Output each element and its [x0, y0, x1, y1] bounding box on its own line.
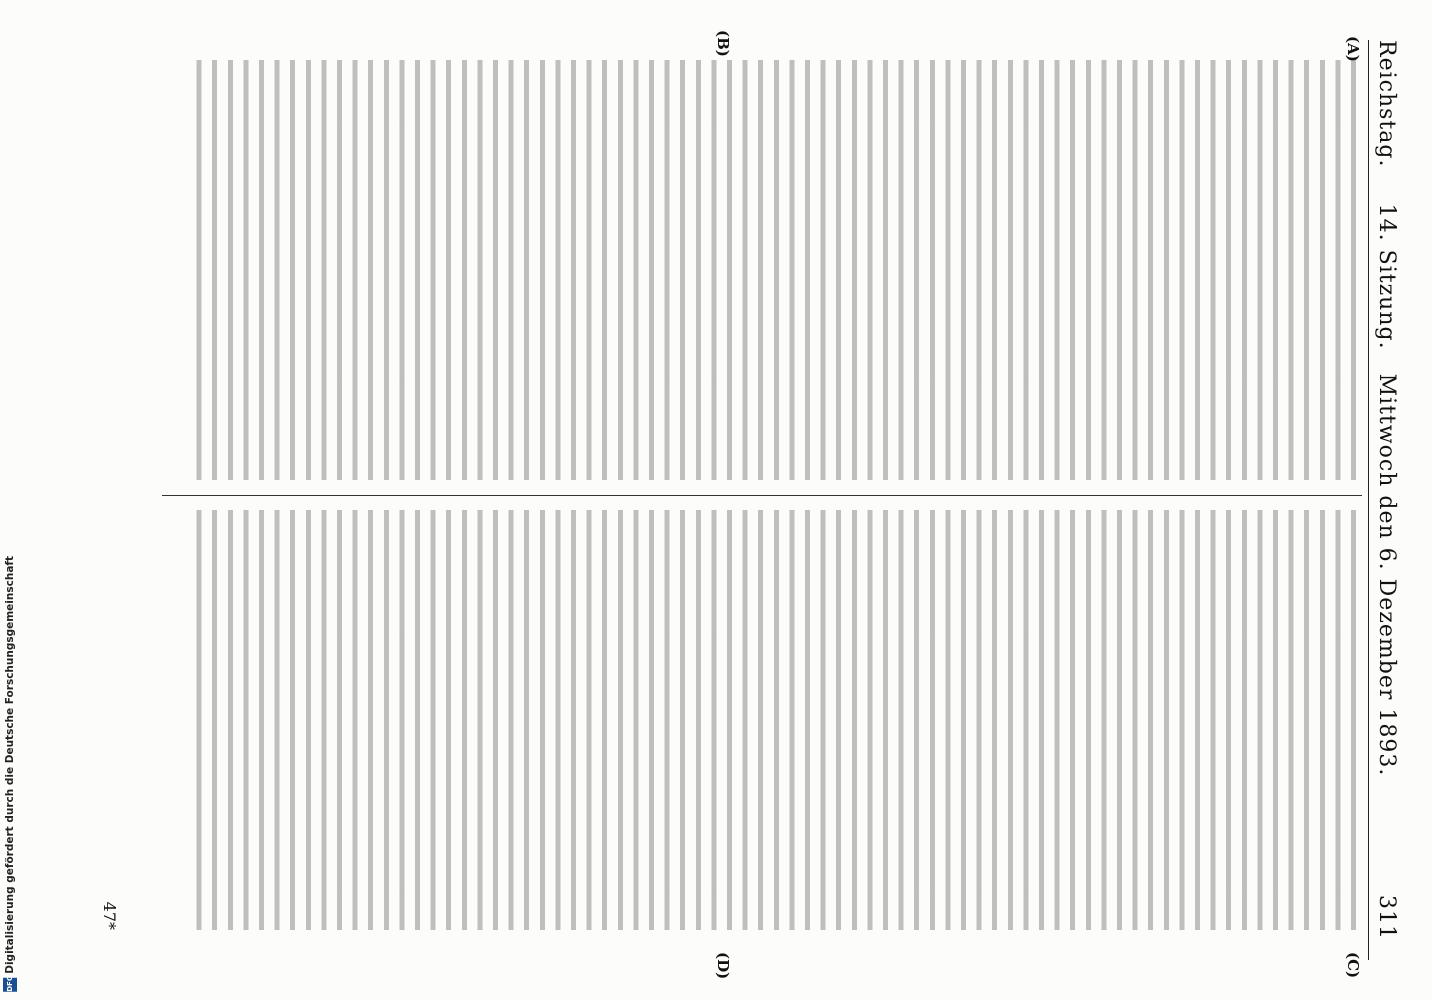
margin-letter-b: (B): [714, 30, 732, 57]
page-signature: 47*: [100, 901, 119, 930]
dfg-logo-icon: DFG: [3, 978, 17, 992]
running-head-date: Mittwoch den 6. Dezember 1893.: [1374, 373, 1399, 777]
header-rule: [1368, 40, 1369, 960]
running-head-session: 14. Sitzung. Mittwoch den 6. Dezember 1893.: [1374, 203, 1399, 777]
right-column-text: [186, 510, 1356, 930]
right-column: [186, 510, 1356, 930]
running-head-chamber: Reichstag.: [1374, 40, 1399, 168]
margin-letter-d: (D): [714, 952, 732, 980]
margin-letter-a: (A): [1344, 36, 1362, 62]
margin-letter-c: (C): [1344, 952, 1362, 979]
dfg-credit-text: Digitalisierung gefördert durch die Deutsche Forschungsgemeinschaft: [4, 556, 16, 974]
running-head: [1374, 40, 1400, 940]
left-column-text: [186, 60, 1356, 480]
dfg-credit: [2, 2, 18, 992]
page-number: 311: [1374, 895, 1399, 940]
left-column: [186, 60, 1356, 480]
column-divider: [162, 495, 1362, 496]
